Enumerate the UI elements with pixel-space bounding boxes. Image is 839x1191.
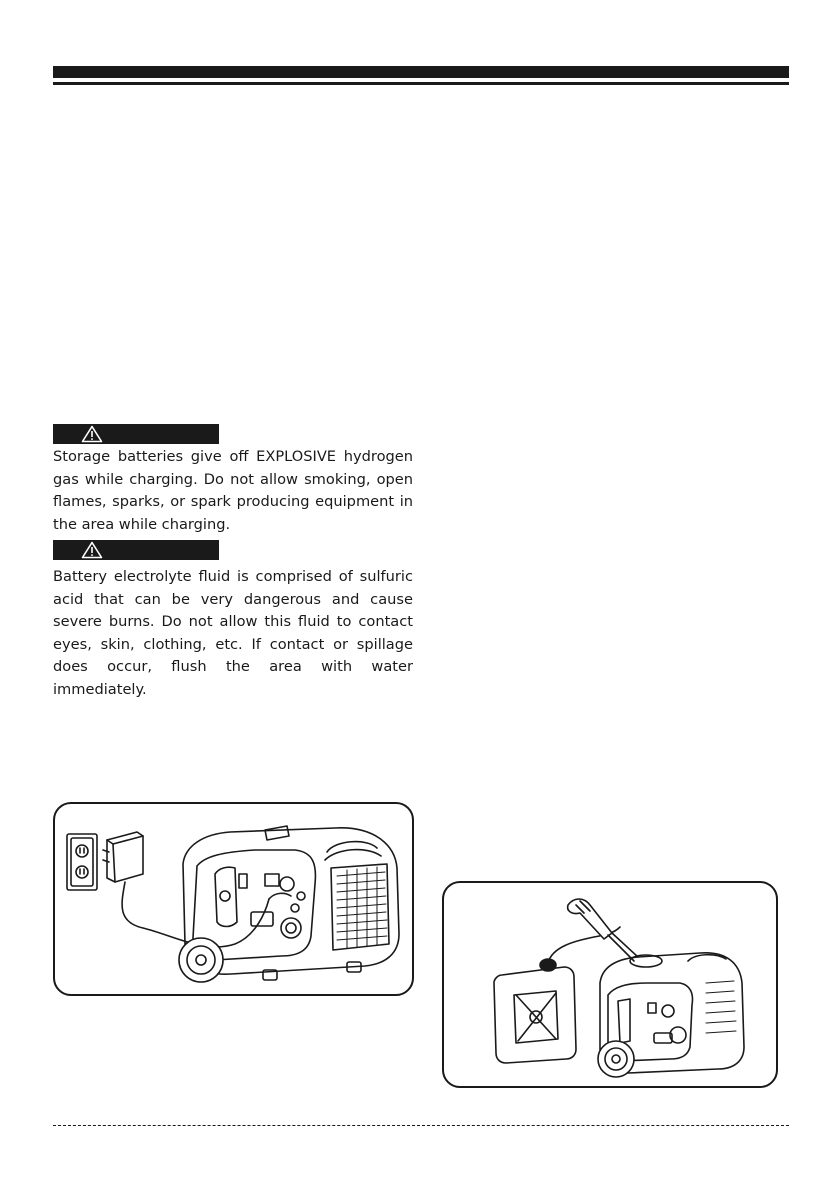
warning-label-2 [53,540,219,560]
generator-charging-illustration [55,804,411,993]
warning-text-1: Storage batteries give off EXPLOSIVE hydrogen gas while charging. Do not allow smoking, open flames, sparks, or spark producing equipment in the area while charging. [53,448,413,533]
header-rule [53,82,789,85]
header-bar [53,66,789,78]
warning-text-2: Battery electrolyte fluid is comprised of sulfuric acid that can be very dangerous and cause severe burns. Do not allow this fluid to contact eyes, skin, clothing, etc. If contact or spillage does occur, flush the area with water immediately. [53,568,413,698]
generator-refueling-illustration [444,883,775,1085]
warning-triangle-icon [81,541,103,559]
warning-label-1 [53,424,219,444]
warning-triangle-icon [81,425,103,443]
figure-refueling [442,881,778,1088]
footer-divider [53,1125,789,1126]
figure-charging [53,802,414,996]
